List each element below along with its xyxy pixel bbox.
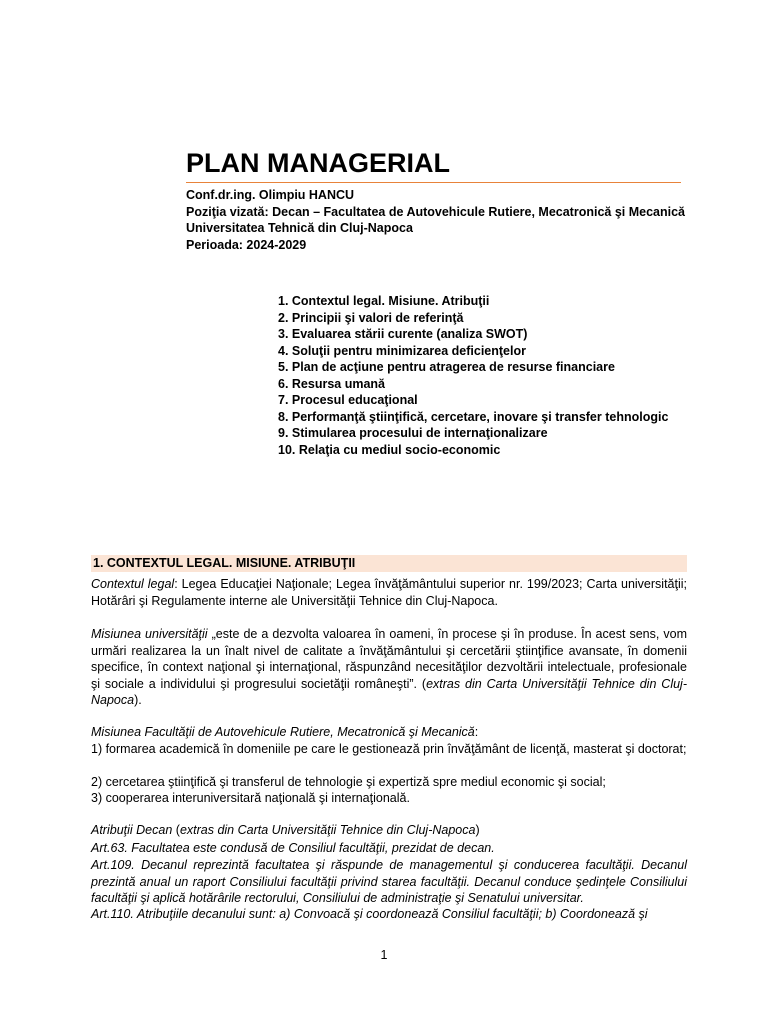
university-mission-source: extras din Carta Universităţii Tehnice din Cluj-Napoca: [91, 676, 687, 707]
toc-item: 7. Procesul educaţional: [278, 393, 418, 407]
toc-item: 8. Performanţă ştiinţifică, cercetare, inovare şi transfer tehnologic: [278, 409, 669, 424]
title-underline: [186, 182, 681, 183]
author-name: Conf.dr.ing. Olimpiu HANCU: [186, 188, 355, 202]
university-mission-label: Misiunea universităţii: [91, 627, 208, 641]
page-number: 1: [380, 948, 388, 962]
section-heading: [91, 555, 687, 572]
target-position: Poziţia vizată: Decan – Facultatea de Autovehicule Rutiere, Mecatronică şi Mecanică: [186, 204, 686, 219]
faculty-mission-item: 2) cercetarea ştiinţifică şi transferul de tehnologie şi expertiză spre mediul economic şi social;: [91, 775, 606, 789]
dean-duties-label: Atribuţii Decan: [91, 823, 173, 837]
section-heading-text: 1. CONTEXTUL LEGAL. MISIUNE. ATRIBUŢII: [93, 556, 356, 570]
faculty-mission-colon: :: [474, 725, 479, 739]
toc-item: 3. Evaluarea stării curente (analiza SWOT): [278, 327, 528, 341]
dean-duties-heading: [91, 822, 687, 839]
dean-duties-open: (: [172, 823, 180, 837]
legal-context-label: Contextul legal: [91, 577, 175, 591]
article-110: Art.110. Atribuţiile decanului sunt: a) Convoacă şi coordonează Consiliul facultăţii; b) Coordonează şi: [91, 907, 648, 921]
toc-item: 9. Stimularea procesului de internaţionalizare: [278, 426, 548, 440]
university-mission-paragraph: [91, 626, 687, 709]
article-109: Art.109. Decanul reprezintă facultatea şi răspunde de managementul şi conducerea facultăţii. Decanul prezintă anual un raport Consiliului facultăţii privind starea facultăţii. Decanul conduce şedinţele Consiliului facultăţii şi aplică hotărârile rectorului, Consiliului de administraţie şi Senatului universitar.: [91, 858, 687, 905]
toc-item: 2. Principii şi valori de referinţă: [278, 310, 464, 325]
faculty-mission-label: Misiunea Facultăţii de Autovehicule Rutiere, Mecatronică şi Mecanică: [91, 725, 475, 739]
article-63: Art.63. Facultatea este condusă de Consiliul facultăţii, prezidat de decan.: [91, 841, 495, 855]
toc-item: 6. Resursa umană: [278, 376, 385, 391]
university-mission-close: ).: [134, 693, 142, 707]
author-block: [186, 187, 696, 253]
legal-context-text: : Legea Educaţiei Naţionale; Legea învăţământului superior nr. 199/2023; Carta universităţii; Hotărâri şi Regulamente interne ale Universităţii Tehnice din Cluj-Napoca.: [91, 577, 687, 608]
dean-duties-close: ): [475, 823, 480, 837]
toc-item: 5. Plan de acţiune pentru atragerea de resurse financiare: [278, 360, 615, 374]
university-mission-text: „este de a dezvolta valoarea în oameni, în procese şi în produse. În acest sens, vom urmări realizarea la un înalt nivel de calitate a învăţământului şi cercetării ştiinţifice avansate, în domenii specifice, în context naţional şi internaţional, răspunzând necesităţilor dezvoltării intelectuale, profesionale şi sociale a individului şi progresului societăţii româneşti”. (: [91, 627, 687, 691]
toc-item: 10. Relaţia cu mediul socio-economic: [278, 442, 501, 457]
faculty-mission-item: 1) formarea academică în domeniile pe care le gestionează prin învăţământ de licenţă, masterat şi doctorat;: [91, 742, 687, 756]
page-title: PLAN MANAGERIAL: [186, 148, 450, 178]
term-period: Perioada: 2024-2029: [186, 237, 307, 252]
faculty-mission-heading: [91, 724, 687, 741]
legal-context-paragraph: [91, 576, 687, 609]
toc-item: 1. Contextul legal. Misiune. Atribuţii: [278, 294, 490, 308]
university-name: Universitatea Tehnică din Cluj-Napoca: [186, 221, 413, 235]
table-of-contents: [278, 293, 718, 458]
dean-duties-source: extras din Carta Universităţii Tehnice din Cluj-Napoca: [179, 823, 476, 837]
toc-item: 4. Soluţii pentru minimizarea deficienţelor: [278, 343, 526, 358]
faculty-mission-item: 3) cooperarea interuniversitară naţională şi internaţională.: [91, 791, 410, 805]
